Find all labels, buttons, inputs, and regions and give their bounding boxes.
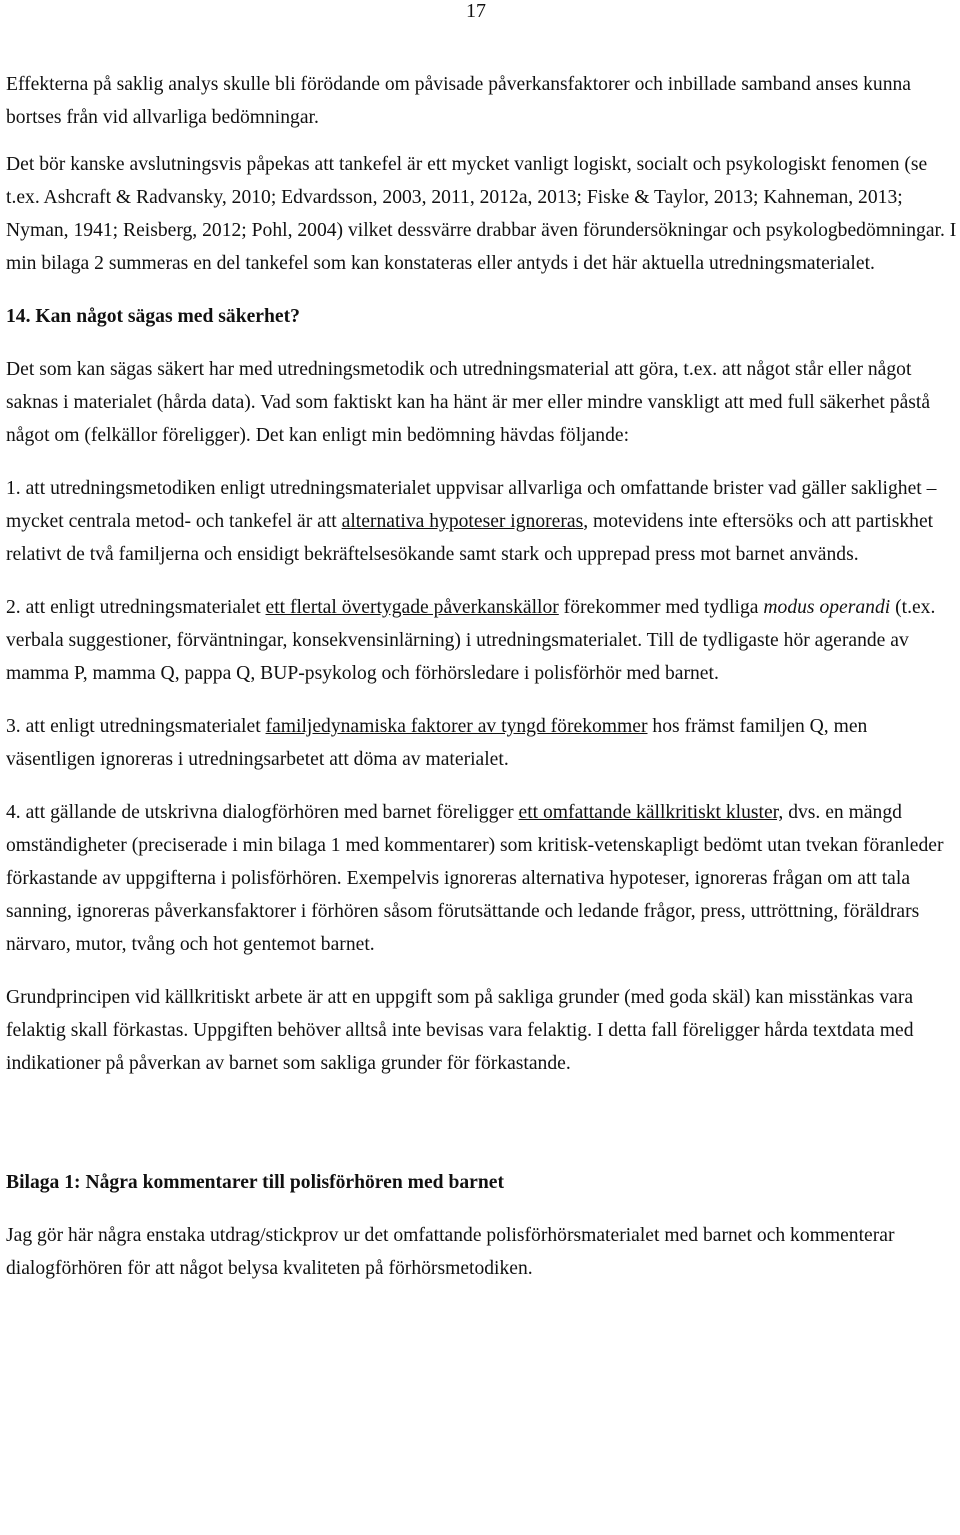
paragraph-source-criticism: Grundprincipen vid källkritiskt arbete är att en uppgift som på sakliga grunder (med goda skäl) kan misstänkas vara felaktig skall förkastas. Uppgiften behöver alltså inte bevisas vara felaktig. I detta fall föreligger hårda textdata med indikationer på påverkan av barnet som sakliga grunder för förkastande. [6, 987, 914, 1074]
paragraph-effects: Effekterna på saklig analys skulle bli förödande om påvisade påverkansfaktorer och inbillade samband anses kunna bortses från vid allvarliga bedömningar. [6, 74, 912, 128]
list-item-3-underlined: familjedynamiska faktorer av tyngd förekommer [265, 716, 648, 737]
list-item-2-text: 2. att enligt utredningsmaterialet [6, 597, 266, 618]
list-item-2-italic: modus operandi [763, 597, 891, 618]
list-item-3 [6, 710, 958, 776]
page-number: 17 [466, 0, 486, 22]
paragraph-certainty: Det som kan sägas säkert har med utredningsmetodik och utredningsmaterial att göra, t.ex. att något står eller något saknas i materialet (hårda data). Vad som faktiskt kan ha hänt är mer eller mindre vanskligt att med full säkerhet påstå något om (felkällor föreligger). Det kan enligt min bedömning hävdas följande: [6, 359, 931, 446]
document-body [6, 68, 958, 1285]
list-item-4-underlined: ett omfattande källkritiskt kluster, [518, 802, 784, 823]
list-item-1 [6, 472, 958, 571]
paragraph-appendix-intro: Jag gör här några enstaka utdrag/stickprov ur det omfattande polisförhörsmaterialet med barnet och kommenterar dialogförhören för att något belysa kvaliteten på förhörsmetodiken. [6, 1225, 895, 1279]
appendix-heading: Bilaga 1: Några kommentarer till polisförhören med barnet [6, 1172, 504, 1193]
list-item-2-text-mid: förekommer med tydliga [558, 597, 764, 618]
list-item-2-text-end: (t.ex. verbala suggestioner, förväntningar, konsekvensinlärning) i utredningsmaterialet. Till de tydligaste hör agerande av mamma P, mamma Q, pappa Q, BUP-psykolog och förhörsledare i polisförhör med barnet. [6, 597, 936, 684]
list-item-3-text-end: hos främst familjen Q, men väsentligen ignoreras i utredningsarbetet att döma av materialet. [6, 716, 868, 770]
section-heading-14: 14. Kan något sägas med säkerhet? [6, 306, 300, 327]
list-item-4 [6, 796, 958, 961]
list-item-4-text: 4. att gällande de utskrivna dialogförhören med barnet föreligger [6, 802, 519, 823]
list-item-1-text-end: , motevidens inte eftersöks och att partiskhet relativt de två familjerna och ensidigt bekräftelsesökande samt stark och upprepad press mot barnet används. [6, 511, 934, 565]
paragraph-thinking-errors: Det bör kanske avslutningsvis påpekas att tankefel är ett mycket vanligt logiskt, socialt och psykologiskt fenomen (se t.ex. Ashcraft & Radvansky, 2010; Edvardsson, 2003, 2011, 2012a, 2013; Fiske & Taylor, 2013; Kahneman, 2013; Nyman, 1941; Reisberg, 2012; Pohl, 2004) vilket dessvärre drabbar även förundersökningar och psykologbedömningar. I min bilaga 2 summeras en del tankefel som kan konstateras eller antyds i det här aktuella utredningsmaterialet. [6, 154, 957, 274]
list-item-3-text: 3. att enligt utredningsmaterialet [6, 716, 266, 737]
list-item-2-underlined: ett flertal övertygade påverkanskällor [265, 597, 559, 618]
list-item-4-text-end: dvs. en mängd omständigheter (preciserade i min bilaga 1 med kommentarer) som kritisk-vetenskapligt bedömt utan tvekan föranleder förkastande av uppgifterna i polisförhören. Exempelvis ignoreras alternativa hypoteser, ignoreras frågan om att tala sanning, ignoreras påverkansfaktorer i förhören såsom förutsättande och ledande frågor, press, uttröttning, föräldrars närvaro, mutor, tvång och hot gentemot barnet. [6, 802, 944, 955]
list-item-1-underlined: alternativa hypoteser ignoreras [341, 511, 584, 532]
list-item-2 [6, 591, 958, 690]
list-item-1-text: 1. att utredningsmetodiken enligt utredningsmaterialet uppvisar allvarliga och omfattande brister vad gäller saklighet – mycket centrala metod- och tankefel är att [6, 478, 937, 532]
